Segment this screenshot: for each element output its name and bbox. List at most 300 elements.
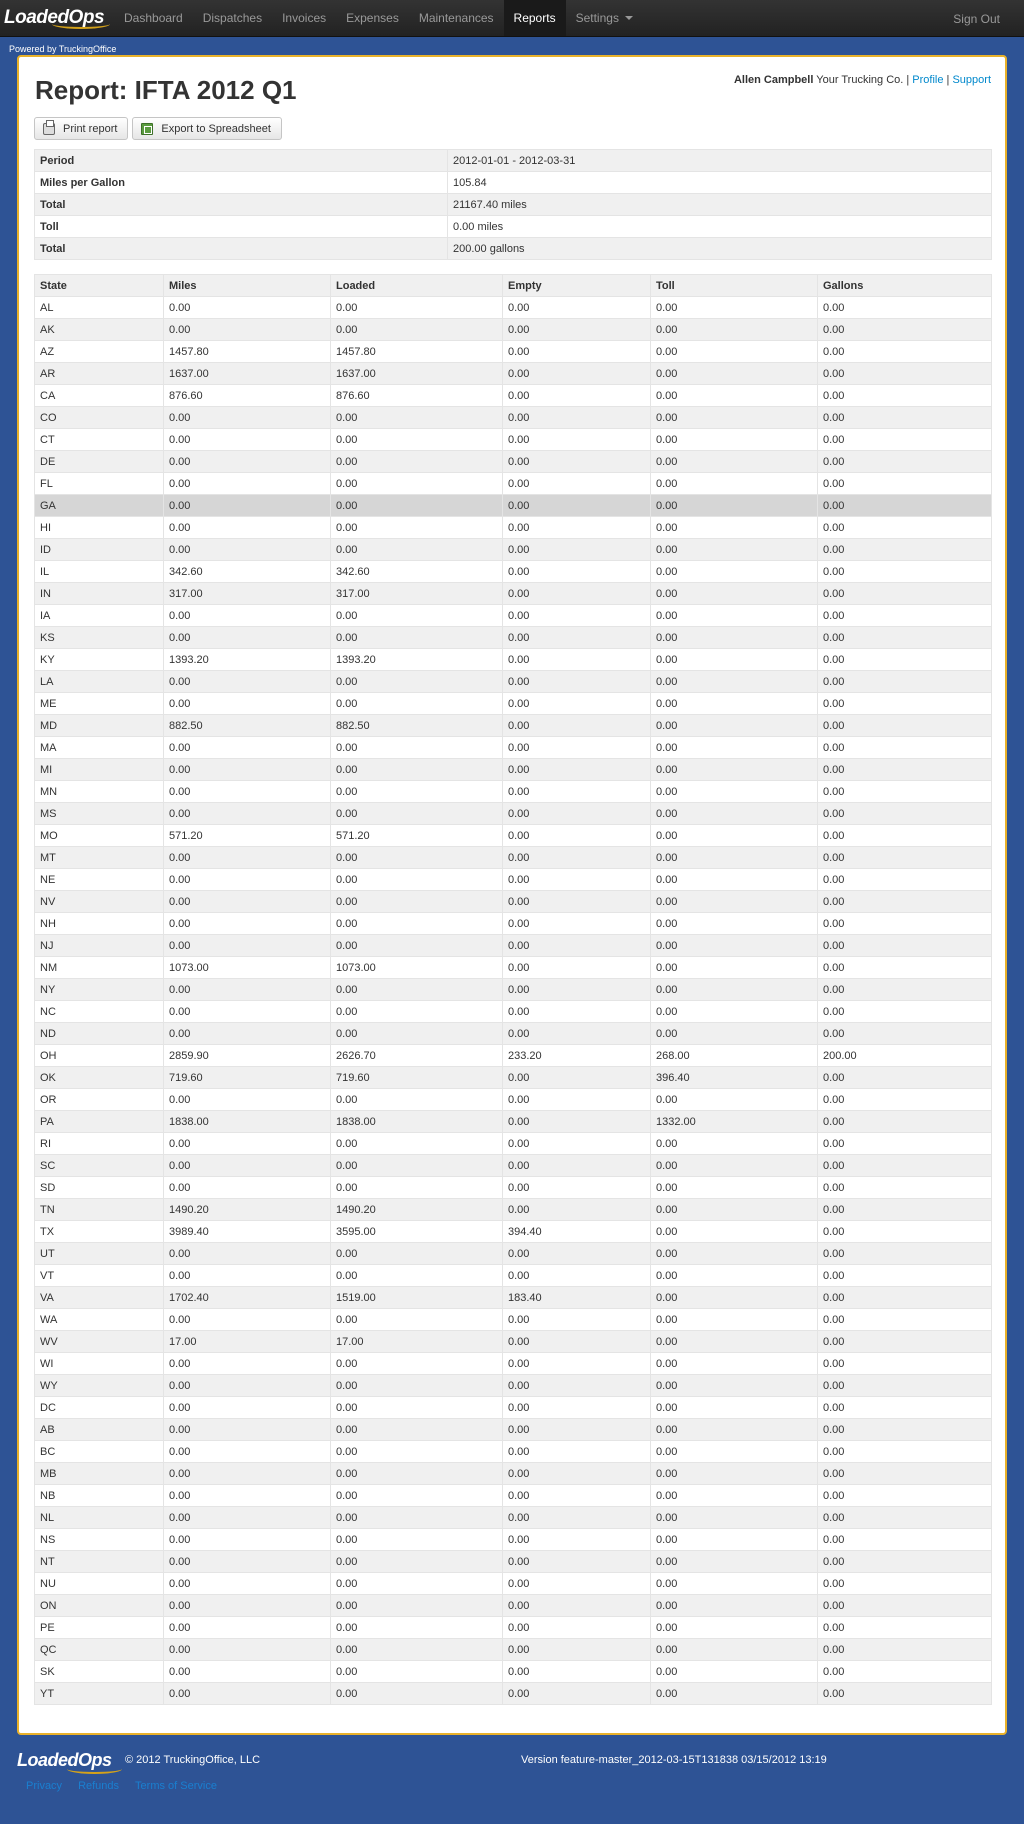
cell-toll: 0.00 [651, 1287, 818, 1309]
cell-gallons: 0.00 [818, 1089, 992, 1111]
refunds-link[interactable]: Refunds [78, 1780, 120, 1792]
cell-loaded: 0.00 [331, 737, 503, 759]
nav-expenses[interactable]: Expenses [346, 11, 399, 25]
cell-loaded: 0.00 [331, 781, 503, 803]
table-row [35, 1023, 992, 1045]
cell-gallons: 0.00 [818, 495, 992, 517]
cell-loaded: 0.00 [331, 627, 503, 649]
cell-empty: 0.00 [503, 913, 651, 935]
cell-empty: 0.00 [503, 1375, 651, 1397]
cell-loaded: 0.00 [331, 1375, 503, 1397]
main-nav [114, 0, 643, 36]
cell-miles: 1490.20 [164, 1199, 331, 1221]
cell-gallons: 0.00 [818, 1111, 992, 1133]
cell-miles: 882.50 [164, 715, 331, 737]
cell-state: SD [35, 1177, 164, 1199]
table-row [35, 451, 992, 473]
cell-gallons: 0.00 [818, 671, 992, 693]
nav-maintenances[interactable]: Maintenances [418, 11, 494, 25]
cell-empty: 0.00 [503, 1331, 651, 1353]
cell-gallons: 0.00 [818, 1595, 992, 1617]
cell-miles: 0.00 [164, 1419, 331, 1441]
cell-empty: 0.00 [503, 649, 651, 671]
logo-swoosh-icon [52, 19, 110, 29]
cell-miles: 0.00 [164, 803, 331, 825]
cell-empty: 0.00 [503, 1177, 651, 1199]
table-row [35, 1287, 992, 1309]
cell-state: UT [35, 1243, 164, 1265]
cell-miles: 0.00 [164, 1309, 331, 1331]
cell-toll: 0.00 [651, 1595, 818, 1617]
cell-miles: 0.00 [164, 627, 331, 649]
print-report-button[interactable] [34, 117, 128, 140]
cell-gallons: 0.00 [818, 935, 992, 957]
table-row [35, 1595, 992, 1617]
cell-state: NY [35, 979, 164, 1001]
states-table-body [35, 297, 992, 1705]
cell-state: NC [35, 1001, 164, 1023]
cell-state: IL [35, 561, 164, 583]
cell-gallons: 0.00 [818, 825, 992, 847]
cell-empty: 0.00 [503, 1067, 651, 1089]
cell-empty: 0.00 [503, 495, 651, 517]
cell-loaded: 0.00 [331, 1573, 503, 1595]
cell-gallons: 0.00 [818, 913, 992, 935]
cell-toll: 0.00 [651, 1177, 818, 1199]
cell-gallons: 0.00 [818, 583, 992, 605]
cell-loaded: 0.00 [331, 1639, 503, 1661]
table-row [35, 319, 992, 341]
cell-empty: 0.00 [503, 1397, 651, 1419]
cell-toll: 0.00 [651, 1353, 818, 1375]
cell-toll: 0.00 [651, 825, 818, 847]
cell-miles: 0.00 [164, 1265, 331, 1287]
cell-miles: 0.00 [164, 517, 331, 539]
cell-toll: 0.00 [651, 1639, 818, 1661]
cell-toll: 0.00 [651, 1661, 818, 1683]
cell-miles: 0.00 [164, 297, 331, 319]
cell-state: ON [35, 1595, 164, 1617]
column-header-loaded: Loaded [331, 275, 503, 297]
separator: | [906, 74, 910, 86]
summary-row [35, 216, 992, 238]
table-row [35, 1001, 992, 1023]
table-row [35, 737, 992, 759]
column-header-empty: Empty [503, 275, 651, 297]
cell-miles: 876.60 [164, 385, 331, 407]
table-row [35, 1221, 992, 1243]
cell-gallons: 0.00 [818, 693, 992, 715]
footer [17, 1746, 1007, 1806]
cell-toll: 0.00 [651, 913, 818, 935]
table-row [35, 1683, 992, 1705]
cell-miles: 0.00 [164, 935, 331, 957]
cell-toll: 0.00 [651, 605, 818, 627]
cell-gallons: 0.00 [818, 1199, 992, 1221]
cell-toll: 0.00 [651, 1375, 818, 1397]
cell-loaded: 0.00 [331, 1001, 503, 1023]
summary-label: Miles per Gallon [35, 172, 448, 194]
footer-brand-text: LoadedOps [17, 1750, 112, 1770]
cell-state: CA [35, 385, 164, 407]
table-row [35, 1485, 992, 1507]
cell-gallons: 0.00 [818, 341, 992, 363]
table-row [35, 583, 992, 605]
table-row [35, 1551, 992, 1573]
cell-loaded: 0.00 [331, 803, 503, 825]
cell-gallons: 0.00 [818, 1639, 992, 1661]
cell-loaded: 0.00 [331, 759, 503, 781]
table-row [35, 1639, 992, 1661]
cell-loaded: 0.00 [331, 1463, 503, 1485]
table-row [35, 1265, 992, 1287]
export-spreadsheet-button[interactable] [132, 117, 281, 140]
cell-loaded: 0.00 [331, 1551, 503, 1573]
cell-gallons: 0.00 [818, 737, 992, 759]
cell-toll: 1332.00 [651, 1111, 818, 1133]
cell-gallons: 0.00 [818, 979, 992, 1001]
states-table [34, 274, 992, 1705]
cell-empty: 0.00 [503, 1441, 651, 1463]
cell-miles: 0.00 [164, 781, 331, 803]
table-row [35, 561, 992, 583]
company-name: Your Trucking Co. [816, 74, 904, 86]
cell-state: MI [35, 759, 164, 781]
cell-empty: 0.00 [503, 803, 651, 825]
cell-miles: 3989.40 [164, 1221, 331, 1243]
cell-toll: 0.00 [651, 869, 818, 891]
spreadsheet-icon [141, 123, 153, 135]
cell-empty: 0.00 [503, 561, 651, 583]
cell-loaded: 0.00 [331, 451, 503, 473]
table-row [35, 1243, 992, 1265]
table-row [35, 781, 992, 803]
cell-gallons: 0.00 [818, 1573, 992, 1595]
cell-gallons: 0.00 [818, 869, 992, 891]
cell-gallons: 0.00 [818, 1507, 992, 1529]
cell-loaded: 342.60 [331, 561, 503, 583]
table-row [35, 297, 992, 319]
cell-miles: 0.00 [164, 1397, 331, 1419]
cell-empty: 0.00 [503, 671, 651, 693]
cell-empty: 0.00 [503, 385, 651, 407]
cell-gallons: 0.00 [818, 1375, 992, 1397]
cell-gallons: 0.00 [818, 1221, 992, 1243]
nav-dispatches[interactable]: Dispatches [202, 11, 263, 25]
cell-loaded: 0.00 [331, 1507, 503, 1529]
cell-toll: 0.00 [651, 847, 818, 869]
cell-state: OK [35, 1067, 164, 1089]
cell-toll: 0.00 [651, 1419, 818, 1441]
cell-toll: 0.00 [651, 385, 818, 407]
cell-state: OR [35, 1089, 164, 1111]
cell-state: CT [35, 429, 164, 451]
summary-row [35, 238, 992, 260]
cell-loaded: 882.50 [331, 715, 503, 737]
cell-loaded: 571.20 [331, 825, 503, 847]
terms-of-service-link[interactable]: Terms of Service [135, 1780, 217, 1792]
summary-label: Total [35, 194, 448, 216]
cell-state: GA [35, 495, 164, 517]
cell-toll: 0.00 [651, 1243, 818, 1265]
cell-state: AZ [35, 341, 164, 363]
table-row [35, 1397, 992, 1419]
cell-loaded: 1490.20 [331, 1199, 503, 1221]
nav-settings-dropdown[interactable] [566, 0, 643, 36]
cell-empty: 0.00 [503, 1111, 651, 1133]
cell-loaded: 0.00 [331, 1089, 503, 1111]
cell-miles: 0.00 [164, 1485, 331, 1507]
cell-toll: 268.00 [651, 1045, 818, 1067]
cell-empty: 0.00 [503, 473, 651, 495]
table-row [35, 957, 992, 979]
cell-miles: 0.00 [164, 429, 331, 451]
cell-toll: 0.00 [651, 451, 818, 473]
cell-miles: 1393.20 [164, 649, 331, 671]
printer-icon [43, 123, 55, 135]
table-row [35, 1375, 992, 1397]
cell-toll: 0.00 [651, 1309, 818, 1331]
cell-gallons: 0.00 [818, 1661, 992, 1683]
column-header-toll: Toll [651, 275, 818, 297]
cell-miles: 0.00 [164, 671, 331, 693]
cell-gallons: 0.00 [818, 781, 992, 803]
cell-toll: 0.00 [651, 627, 818, 649]
cell-toll: 0.00 [651, 341, 818, 363]
cell-state: KS [35, 627, 164, 649]
cell-empty: 0.00 [503, 363, 651, 385]
table-row [35, 1199, 992, 1221]
cell-loaded: 0.00 [331, 1595, 503, 1617]
cell-empty: 0.00 [503, 759, 651, 781]
cell-gallons: 200.00 [818, 1045, 992, 1067]
cell-empty: 0.00 [503, 979, 651, 1001]
cell-gallons: 0.00 [818, 1133, 992, 1155]
cell-gallons: 0.00 [818, 1551, 992, 1573]
table-row [35, 1661, 992, 1683]
cell-loaded: 0.00 [331, 869, 503, 891]
nav-settings-label: Settings [575, 11, 619, 25]
cell-miles: 0.00 [164, 1441, 331, 1463]
cell-loaded: 0.00 [331, 891, 503, 913]
cell-state: AR [35, 363, 164, 385]
report-panel [17, 55, 1007, 1735]
cell-state: NL [35, 1507, 164, 1529]
cell-loaded: 0.00 [331, 1419, 503, 1441]
cell-toll: 0.00 [651, 715, 818, 737]
cell-gallons: 0.00 [818, 1529, 992, 1551]
cell-empty: 0.00 [503, 957, 651, 979]
cell-state: AL [35, 297, 164, 319]
cell-toll: 0.00 [651, 693, 818, 715]
cell-miles: 0.00 [164, 1463, 331, 1485]
cell-toll: 0.00 [651, 891, 818, 913]
brand-logo[interactable] [0, 0, 114, 36]
table-row [35, 847, 992, 869]
summary-label: Toll [35, 216, 448, 238]
profile-link[interactable]: Profile [912, 74, 944, 86]
cell-toll: 0.00 [651, 495, 818, 517]
cell-gallons: 0.00 [818, 539, 992, 561]
user-name: Allen Campbell [733, 74, 814, 86]
cell-toll: 0.00 [651, 583, 818, 605]
cell-state: NB [35, 1485, 164, 1507]
cell-miles: 0.00 [164, 1353, 331, 1375]
table-row [35, 517, 992, 539]
cell-toll: 0.00 [651, 407, 818, 429]
nav-reports[interactable]: Reports [504, 0, 566, 36]
cell-loaded: 1457.80 [331, 341, 503, 363]
summary-row [35, 150, 992, 172]
cell-miles: 0.00 [164, 693, 331, 715]
sign-out-link[interactable]: Sign Out [953, 11, 1000, 26]
cell-loaded: 0.00 [331, 671, 503, 693]
cell-gallons: 0.00 [818, 759, 992, 781]
table-row [35, 1463, 992, 1485]
cell-loaded: 1393.20 [331, 649, 503, 671]
cell-empty: 0.00 [503, 1463, 651, 1485]
nav-dashboard[interactable]: Dashboard [124, 11, 183, 25]
cell-state: SC [35, 1155, 164, 1177]
cell-state: TN [35, 1199, 164, 1221]
cell-miles: 0.00 [164, 1617, 331, 1639]
cell-gallons: 0.00 [818, 1287, 992, 1309]
summary-label: Total [35, 238, 448, 260]
cell-miles: 0.00 [164, 1133, 331, 1155]
cell-state: NH [35, 913, 164, 935]
cell-empty: 0.00 [503, 1617, 651, 1639]
cell-empty: 0.00 [503, 1089, 651, 1111]
cell-miles: 1073.00 [164, 957, 331, 979]
table-row [35, 803, 992, 825]
cell-empty: 0.00 [503, 1243, 651, 1265]
table-row [35, 1331, 992, 1353]
cell-loaded: 719.60 [331, 1067, 503, 1089]
privacy-link[interactable]: Privacy [26, 1780, 63, 1792]
cell-state: MO [35, 825, 164, 847]
table-row [35, 363, 992, 385]
cell-toll: 0.00 [651, 319, 818, 341]
cell-toll: 0.00 [651, 1463, 818, 1485]
cell-miles: 0.00 [164, 1177, 331, 1199]
cell-loaded: 0.00 [331, 539, 503, 561]
cell-state: IN [35, 583, 164, 605]
cell-toll: 0.00 [651, 1001, 818, 1023]
cell-miles: 0.00 [164, 847, 331, 869]
table-row [35, 1441, 992, 1463]
cell-loaded: 1637.00 [331, 363, 503, 385]
cell-state: PE [35, 1617, 164, 1639]
cell-loaded: 0.00 [331, 473, 503, 495]
cell-toll: 0.00 [651, 1551, 818, 1573]
cell-miles: 0.00 [164, 979, 331, 1001]
cell-miles: 0.00 [164, 1023, 331, 1045]
nav-invoices[interactable]: Invoices [282, 11, 327, 25]
cell-empty: 0.00 [503, 341, 651, 363]
cell-toll: 0.00 [651, 1573, 818, 1595]
table-row [35, 1133, 992, 1155]
cell-empty: 0.00 [503, 1419, 651, 1441]
footer-logo [17, 1750, 112, 1771]
cell-state: FL [35, 473, 164, 495]
cell-empty: 0.00 [503, 1199, 651, 1221]
cell-state: KY [35, 649, 164, 671]
table-row [35, 869, 992, 891]
cell-state: OH [35, 1045, 164, 1067]
column-header-miles: Miles [164, 275, 331, 297]
cell-miles: 0.00 [164, 451, 331, 473]
cell-toll: 0.00 [651, 1617, 818, 1639]
summary-value: 0.00 miles [448, 216, 992, 238]
cell-loaded: 0.00 [331, 1309, 503, 1331]
cell-empty: 0.00 [503, 1661, 651, 1683]
cell-state: NV [35, 891, 164, 913]
cell-empty: 0.00 [503, 1573, 651, 1595]
cell-state: LA [35, 671, 164, 693]
table-row [35, 825, 992, 847]
cell-empty: 0.00 [503, 1485, 651, 1507]
summary-value: 2012-01-01 - 2012-03-31 [448, 150, 992, 172]
cell-empty: 0.00 [503, 1309, 651, 1331]
table-row [35, 1177, 992, 1199]
cell-miles: 0.00 [164, 319, 331, 341]
cell-miles: 0.00 [164, 759, 331, 781]
cell-loaded: 0.00 [331, 1441, 503, 1463]
cell-state: ID [35, 539, 164, 561]
cell-state: TX [35, 1221, 164, 1243]
page-title: Report: IFTA 2012 Q1 [35, 75, 297, 105]
separator: | [946, 74, 950, 86]
summary-label: Period [35, 150, 448, 172]
support-link[interactable]: Support [952, 74, 991, 86]
table-row [35, 627, 992, 649]
cell-empty: 183.40 [503, 1287, 651, 1309]
cell-loaded: 0.00 [331, 693, 503, 715]
cell-gallons: 0.00 [818, 605, 992, 627]
cell-loaded: 0.00 [331, 1397, 503, 1419]
cell-toll: 0.00 [651, 539, 818, 561]
cell-toll: 0.00 [651, 1199, 818, 1221]
cell-state: PA [35, 1111, 164, 1133]
table-row [35, 539, 992, 561]
cell-miles: 0.00 [164, 1529, 331, 1551]
cell-state: NJ [35, 935, 164, 957]
cell-empty: 0.00 [503, 1265, 651, 1287]
summary-row [35, 194, 992, 216]
table-row [35, 693, 992, 715]
brand-text: LoadedOps [4, 7, 105, 28]
cell-gallons: 0.00 [818, 429, 992, 451]
cell-gallons: 0.00 [818, 473, 992, 495]
summary-row [35, 172, 992, 194]
cell-miles: 0.00 [164, 891, 331, 913]
cell-empty: 233.20 [503, 1045, 651, 1067]
cell-state: ND [35, 1023, 164, 1045]
cell-toll: 0.00 [651, 1089, 818, 1111]
report-actions [34, 117, 282, 140]
cell-toll: 0.00 [651, 1485, 818, 1507]
table-row [35, 979, 992, 1001]
cell-gallons: 0.00 [818, 1177, 992, 1199]
cell-empty: 0.00 [503, 605, 651, 627]
cell-loaded: 0.00 [331, 1529, 503, 1551]
cell-empty: 0.00 [503, 407, 651, 429]
cell-state: MB [35, 1463, 164, 1485]
cell-miles: 0.00 [164, 1551, 331, 1573]
cell-miles: 0.00 [164, 1089, 331, 1111]
table-row [35, 715, 992, 737]
cell-empty: 394.40 [503, 1221, 651, 1243]
